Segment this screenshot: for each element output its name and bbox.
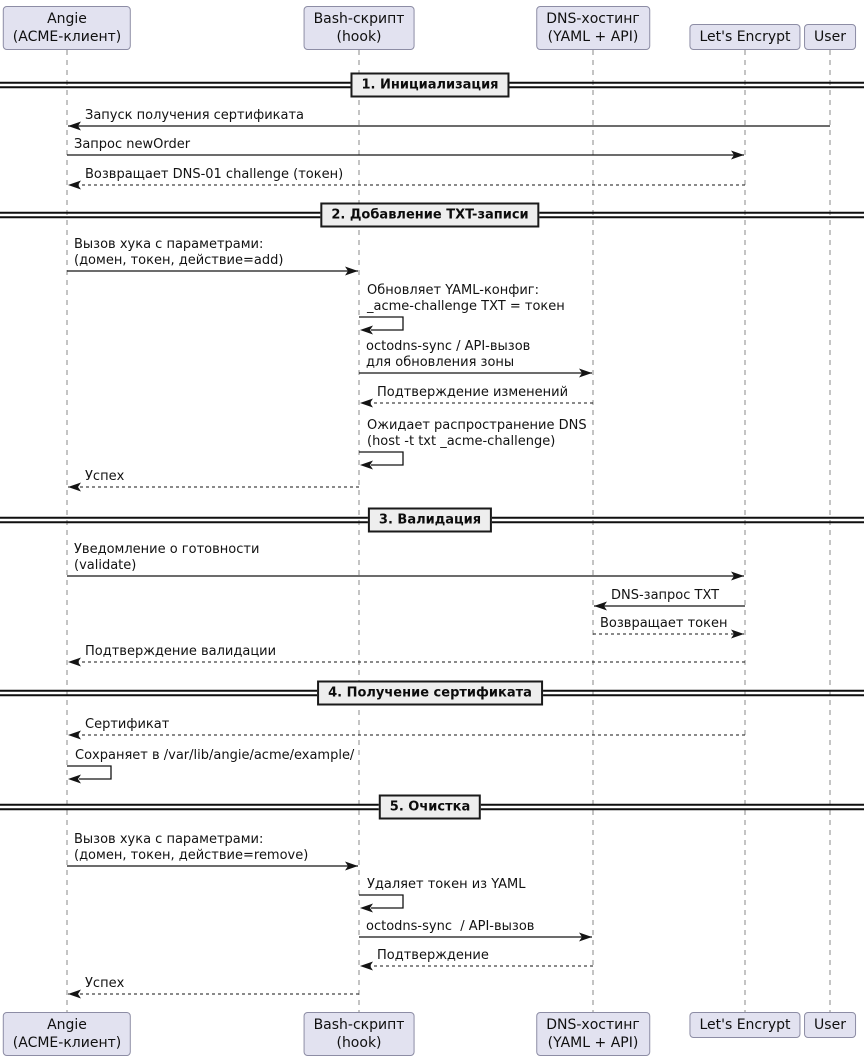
participant-box-top-dns: DNS-хостинг (YAML + API) xyxy=(536,6,650,50)
message-label: Запрос newOrder xyxy=(74,137,191,152)
message-arrowhead xyxy=(360,962,373,971)
message-label: octodns-sync / API-вызов для обновления зоны xyxy=(366,339,531,370)
message-label: Подтверждение изменений xyxy=(377,385,569,400)
message-label: Сертификат xyxy=(85,717,170,732)
self-message-line xyxy=(359,452,403,465)
message-label: Подтверждение xyxy=(377,948,489,963)
participant-box-top-user: User xyxy=(804,24,856,50)
message-label: octodns-sync / API-вызов xyxy=(366,919,535,934)
message-label: Возвращает токен xyxy=(600,616,728,631)
message-label: Уведомление о готовности (validate) xyxy=(74,542,260,573)
message-arrowhead xyxy=(68,181,81,190)
message-label: Успех xyxy=(85,976,125,991)
message-label: Вызов хука с параметрами: (домен, токен, действие=add) xyxy=(74,237,284,268)
message-label: Успех xyxy=(85,469,125,484)
participant-box-bottom-user: User xyxy=(804,1012,856,1038)
message-arrowhead xyxy=(68,658,81,667)
participant-box-top-bash: Bash-скрипт (hook) xyxy=(304,6,415,50)
message-label: Обновляет YAML-конфиг: _acme-challenge TXT = токен xyxy=(367,283,565,314)
participant-box-bottom-letsencrypt: Let's Encrypt xyxy=(689,1012,800,1038)
message-label: Возвращает DNS-01 challenge (токен) xyxy=(85,167,344,182)
message-arrowhead xyxy=(68,990,81,999)
message-label: Вызов хука с параметрами: (домен, токен, действие=remove) xyxy=(74,832,309,863)
divider-label-1: 1. Инициализация xyxy=(350,73,509,98)
participant-box-top-letsencrypt: Let's Encrypt xyxy=(689,24,800,50)
divider-label-3: 3. Валидация xyxy=(368,508,492,533)
self-message-line xyxy=(359,895,403,908)
participant-box-top-angie: Angie (ACME-клиент) xyxy=(3,6,131,50)
message-label: Подтверждение валидации xyxy=(85,644,277,659)
message-label: DNS-запрос TXT xyxy=(611,588,720,603)
self-message-line xyxy=(67,766,111,779)
participant-box-bottom-bash: Bash-скрипт (hook) xyxy=(304,1012,415,1056)
self-message-line xyxy=(359,317,403,330)
divider-label-4: 4. Получение сертификата xyxy=(317,681,543,706)
message-arrowhead xyxy=(360,399,373,408)
participant-box-bottom-dns: DNS-хостинг (YAML + API) xyxy=(536,1012,650,1056)
message-arrowhead xyxy=(68,483,81,492)
message-label: Удаляет токен из YAML xyxy=(367,877,526,892)
message-label: Запуск получения сертификата xyxy=(85,108,305,123)
divider-label-5: 5. Очистка xyxy=(379,795,481,820)
divider-label-2: 2. Добавление TXT-записи xyxy=(320,203,539,228)
participant-box-bottom-angie: Angie (ACME-клиент) xyxy=(3,1012,131,1056)
message-label: Ожидает распространение DNS (host -t txt _acme-challenge) xyxy=(367,418,587,449)
message-label: Сохраняет в /var/lib/angie/acme/example/ xyxy=(75,748,355,763)
message-arrowhead xyxy=(68,731,81,740)
